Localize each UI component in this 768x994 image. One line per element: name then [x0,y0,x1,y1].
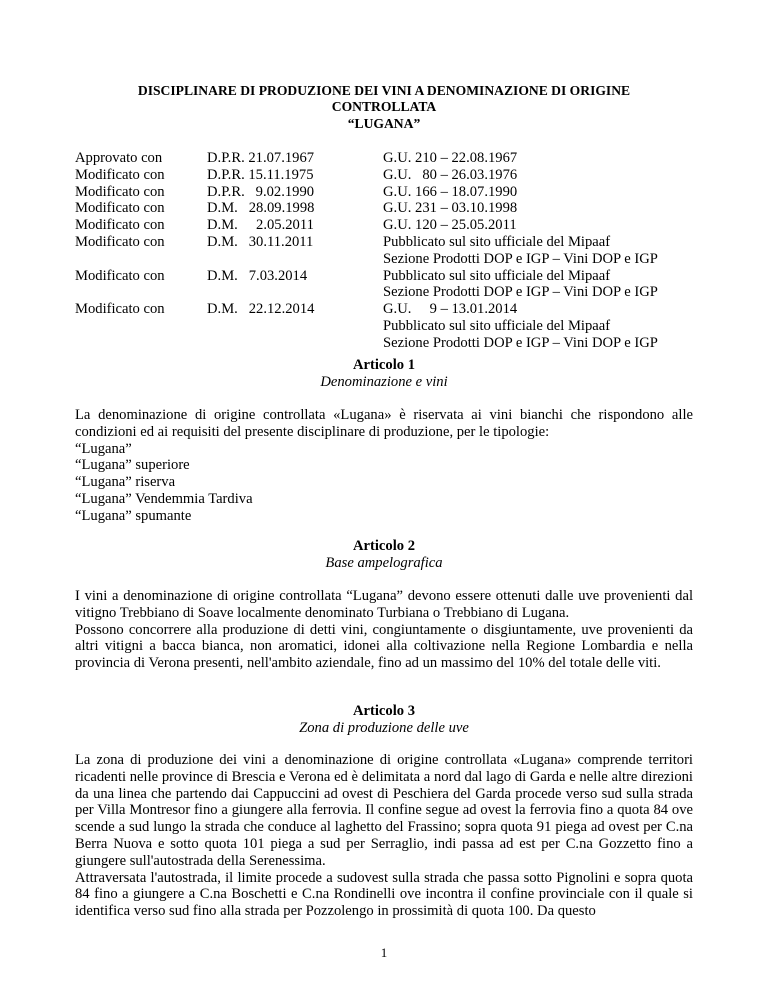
approval-gazette: G.U. 210 – 22.08.1967 [383,150,518,166]
article-2-subtitle: Base ampelografica [325,554,443,571]
approval-gazette: Pubblicato sul sito ufficiale del Mipaaf Sezione Prodotti DOP e IGP – Vini DOP e IGP [383,267,658,301]
approval-decree: D.M. 30.11.2011 [207,233,314,250]
approval-label: Modificato con [75,166,165,183]
wine-type-item: “Lugana” riserva [75,474,176,491]
approval-decree: D.M. 22.12.2014 [207,301,315,318]
approval-decree: D.M. 7.03.2014 [207,267,308,284]
page-number: 1 [380,945,388,960]
approval-history-table [75,150,705,352]
approval-gazette: G.U. 120 – 25.05.2011 [383,217,517,234]
approval-decree: D.M. 28.09.1998 [207,200,315,217]
article-1-subtitle: Denominazione e vini [320,373,448,390]
approval-decree: D.P.R. 9.02.1990 [207,183,315,200]
wine-type-item: “Lugana” Vendemmia Tardiva [75,490,253,507]
article-2-body [75,588,693,672]
approval-gazette: G.U. 80 – 26.03.1976 [383,166,518,183]
approval-label: Modificato con [75,301,165,318]
article-3-paragraph-1: La zona di produzione dei vini a denominazione di origine controllata «Lugana» comprende territori ricadenti nelle province di Brescia e Verona ed è delimitata a nord dal lago di Garda e nelle altre direzioni da una linea che partendo dai Cappuccini ad ovest di Peschiera del Garda procede verso sud sulla strada per Villa Montresor fino a giungere alla ferrovia. Il confine segue ad ovest la ferrovia fino a quota 84 ove scende a sud lungo la strada che conduce al laghetto del Frassino; sopra quota 91 piega ad ovest per C.na Berra Nuova e sotto quota 101 piega a sud per Serraglio, indi passa ad est per C.na Gozzetto fino a giungere sull'autostrada della Serenessima. [75,752,693,869]
approval-row [75,234,705,268]
article-2-paragraph-1: I vini a denominazione di origine controllata “Lugana” devono essere ottenuti dalle uve provenienti dal vitigno Trebbiano di Soave localmente denominato Turbiana o Trebbiano di Lugana. [75,588,693,621]
approval-label: Modificato con [75,217,165,234]
document-title [75,83,693,132]
approval-label: Approvato con [75,150,163,166]
approval-row [75,167,705,184]
approval-gazette: G.U. 9 – 13.01.2014 Pubblicato sul sito ufficiale del Mipaaf Sezione Prodotti DOP e IGP – Vini DOP e IGP [383,301,658,351]
article-1-number: Articolo 1 [352,357,415,373]
approval-row [75,150,705,167]
wine-type-item: “Lugana” [75,440,132,457]
article-3-paragraph-2: Attraversata l'autostrada, il limite procede a sudovest sulla strada che passa sotto Pignolini e sopra quota 84 fino a giungere a C.na Boschetti e C.na Rondinelli ove incontra il confine provinciale con il quale si identifica verso sud fino alla strada per Pozzolengo in prossimità di quota 100. Da questo [75,869,693,920]
article-3-number: Articolo 3 [352,703,415,719]
approval-row [75,184,705,201]
title-line-2: CONTROLLATA [331,99,437,115]
article-2-number: Articolo 2 [352,538,415,554]
approval-decree: D.M. 2.05.2011 [207,217,314,234]
wine-type-item: “Lugana” superiore [75,457,190,474]
approval-row [75,217,705,234]
approval-gazette: Pubblicato sul sito ufficiale del Mipaaf Sezione Prodotti DOP e IGP – Vini DOP e IGP [383,233,658,267]
approval-label: Modificato con [75,233,165,250]
article-3-body [75,752,693,920]
article-2-heading [75,538,693,572]
approval-label: Modificato con [75,200,165,217]
approval-gazette: G.U. 231 – 03.10.1998 [383,200,518,217]
article-3-heading [75,703,693,737]
approval-label: Modificato con [75,267,165,284]
approval-gazette: G.U. 166 – 18.07.1990 [383,183,518,200]
wine-type-item: “Lugana” spumante [75,507,192,524]
title-line-1: DISCIPLINARE DI PRODUZIONE DEI VINI A DENOMINAZIONE DI ORIGINE [137,83,631,98]
article-2-paragraph-2: Possono concorrere alla produzione di detti vini, congiuntamente o disgiuntamente, uve provenienti da altri vitigni a bacca bianca, non aromatici, idonei alla coltivazione nella Regione Lombardia e nella provincia di Verona presenti, nell'ambito aziendale, fino ad un massimo del 10% del totale delle viti. [75,621,693,672]
article-1-body [75,407,693,525]
approval-row [75,200,705,217]
article-3-subtitle: Zona di produzione delle uve [299,719,469,736]
approval-label: Modificato con [75,183,165,200]
approval-decree: D.P.R. 15.11.1975 [207,166,314,183]
approval-row [75,301,705,351]
approval-row [75,268,705,302]
article-1-intro: La denominazione di origine controllata «Lugana» è riservata ai vini bianchi che rispondono alle condizioni ed ai requisiti del presente disciplinare di produzione, per le tipologie: [75,407,693,440]
approval-decree: D.P.R. 21.07.1967 [207,150,315,166]
article-1-heading [75,357,693,391]
title-line-3: “LUGANA” [347,115,421,131]
